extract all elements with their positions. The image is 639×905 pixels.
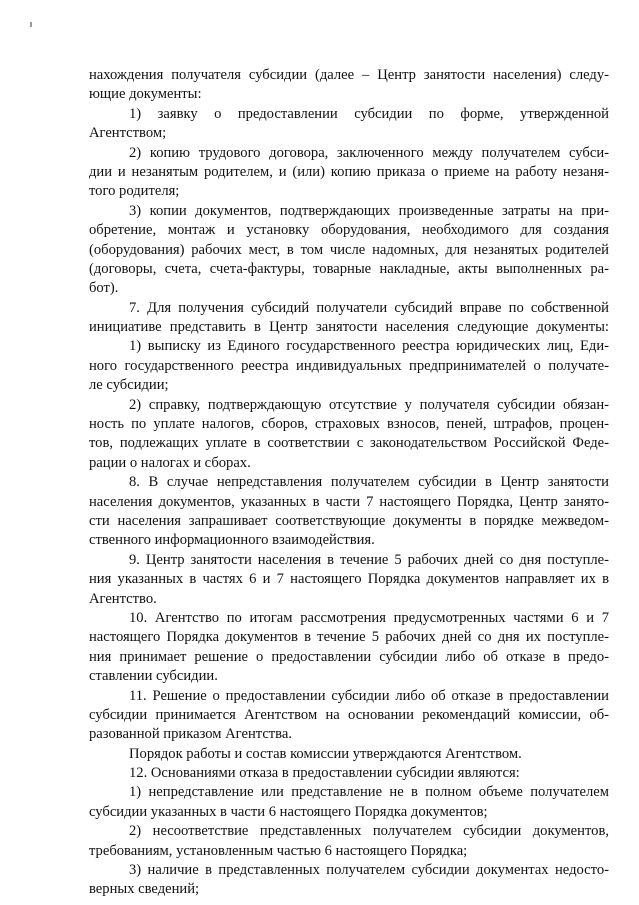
text-line: 1) выписку из Единого государственного реестра юридических лиц, Еди- [129, 338, 609, 355]
text-line: Агентством; [89, 125, 167, 142]
text-line: требованиям, установленным частью 6 настоящего Порядка; [89, 842, 468, 859]
text-line: сти населения запрашивает соответствующие документы в порядке межведом- [89, 512, 609, 529]
text-line: 1) непредставление или представление не в полном объеме получателем [129, 784, 609, 801]
text-line: (оборудования) рабочих мест, в том числе надомных, для незанятых родителей [89, 241, 609, 258]
text-line: 2) копию трудового договора, заключенного между получателем субси- [129, 144, 609, 161]
text-line: тов, подлежащих уплате в соответствии с законодательством Российской Феде- [89, 435, 609, 452]
text-line: субсидии указанных в части 6 настоящего Порядка документов; [89, 803, 488, 820]
text-line: 3) наличие в представленных получателем субсидии документах недосто- [129, 862, 609, 879]
text-line: того родителя; [89, 183, 180, 200]
text-line: населения документов, указанных в части 7 настоящего Порядка, Центр занято- [89, 493, 609, 510]
text-line: ного государственного реестра индивидуальных предпринимателей о получате- [89, 357, 609, 374]
text-line: ность по уплате налогов, сборов, страховых взносов, пеней, штрафов, процен- [89, 416, 609, 433]
text-line: ставлении субсидии. [89, 668, 218, 685]
text-line: рации о налогах и сборах. [89, 454, 251, 471]
text-line: верных сведений; [89, 881, 200, 898]
text-line: 8. В случае непредставления получателем субсидии в Центр занятости [129, 474, 609, 491]
text-line: настоящего Порядка документов в течение 5 рабочих дней со дня их поступле- [89, 629, 609, 646]
text-line: ющие документы: [89, 86, 202, 103]
text-line: субсидии принимается Агентством на основании рекомендаций комиссии, об- [89, 706, 609, 723]
text-line: инициативе представить в Центр занятости населения следующие документы: [89, 319, 609, 336]
text-line: ле субсидии; [89, 377, 169, 394]
text-line: ния указанных в частях 6 и 7 настоящего Порядка документов направляет их в [89, 571, 609, 588]
text-line: Агентство. [89, 590, 157, 607]
text-line: 7. Для получения субсидий получатели субсидий вправе по собственной [129, 299, 609, 316]
text-line: 10. Агентство по итогам рассмотрения предусмотренных частями 6 и 7 [129, 609, 609, 626]
text-line: разованной приказом Агентства. [89, 726, 293, 743]
text-line: нахождения получателя субсидии (далее – Центр занятости населения) следу- [89, 67, 609, 83]
text-line: 11. Решение о предоставлении субсидии либо об отказе в предоставлении [129, 687, 609, 704]
text-line: бот). [89, 280, 119, 297]
document-body [89, 66, 609, 900]
text-line: 9. Центр занятости населения в течение 5 рабочих дней со дня поступле- [129, 551, 609, 568]
text-line: обретение, монтаж и установку оборудования, необходимого для создания [89, 222, 609, 239]
scan-mark [30, 22, 32, 27]
text-line: 1) заявку о предоставлении субсидии по форме, утвержденной [129, 105, 609, 122]
text-line: 2) справку, подтверждающую отсутствие у получателя субсидии обязан- [129, 396, 609, 413]
text-line: ственного информационного взаимодействия. [89, 532, 375, 549]
text-line: (договоры, счета, счета-фактуры, товарные накладные, акты выполненных ра- [89, 260, 609, 277]
text-line: 12. Основаниями отказа в предоставлении субсидии являются: [129, 765, 520, 782]
text-line: 2) несоответствие представленных получателем субсидии документов, [129, 823, 609, 840]
text-line: ния принимает решение о предоставлении субсидии либо об отказе в предо- [89, 648, 609, 665]
text-line: Порядок работы и состав комиссии утверждаются Агентством. [129, 745, 522, 762]
text-line: дии и незанятым родителем, и (или) копию приказа о приеме на работу незаня- [89, 163, 609, 180]
text-line: 3) копии документов, подтверждающих произведенные затраты на при- [129, 202, 609, 219]
